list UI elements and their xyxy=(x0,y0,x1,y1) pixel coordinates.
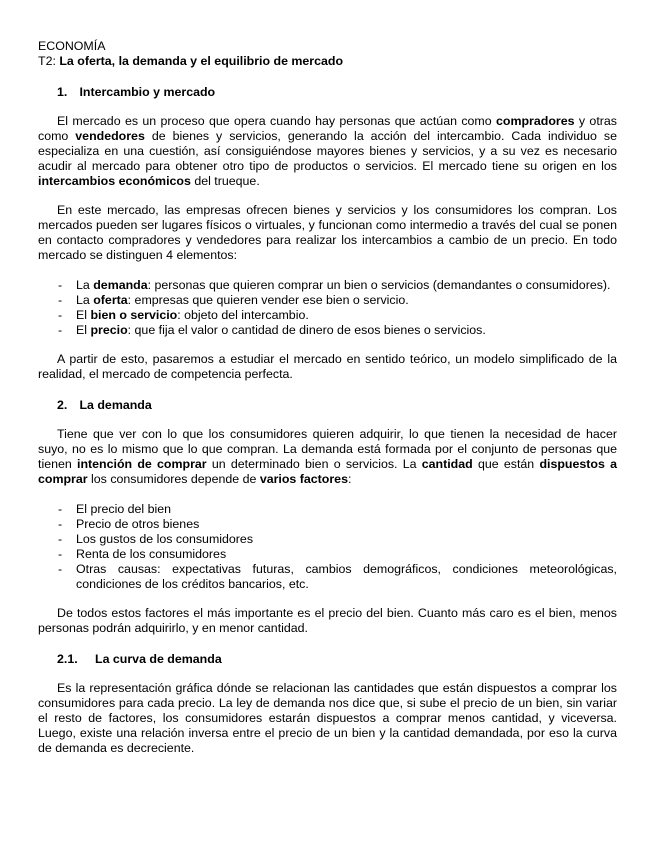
demand-factors-list xyxy=(38,502,617,592)
section-number: 2. xyxy=(57,398,68,412)
section-number: 1. xyxy=(57,85,68,99)
topic-heading xyxy=(38,54,617,69)
topic-prefix: T2: xyxy=(38,54,56,68)
section-title: Intercambio y mercado xyxy=(79,85,216,99)
section-2-1-heading xyxy=(57,652,617,667)
list-item: - La oferta: empresas que quieren vender ese bien o servicio. xyxy=(38,293,617,308)
section-1-paragraph-1: El mercado es un proceso que opera cuando hay personas que actúan como compradores y otras como vendedores de bienes y servicios, generando la acción del intercambio. Cada individuo se especializa en una cuestión, así consiguiéndose mayores bienes y servicios, y a su vez es necesario acudir al mercado para obtener otro tipo de productos o servicios. El mercado tiene su origen en los intercambios económicos del trueque. xyxy=(38,114,617,188)
section-2-paragraph-2: De todos estos factores el más importante es el precio del bien. Cuanto más caro es el bien, menos personas podrán adquirirlo, y en menor cantidad. xyxy=(38,606,617,635)
list-item: - Los gustos de los consumidores xyxy=(38,532,617,547)
section-title: La demanda xyxy=(79,398,152,412)
list-item: - El bien o servicio: objeto del intercambio. xyxy=(38,308,617,323)
section-2-1-paragraph-1: Es la representación gráfica dónde se relacionan las cantidades que están dispuestos a comprar los consumidores para cada precio. La ley de demanda nos dice que, si sube el precio de un bien, sin variar el resto de factores, los consumidores estarán dispuestos a comprar menos cantidad, y viceversa. Luego, existe una relación inversa entre el precio de un bien y la cantidad demandada, por eso la curva de demanda es decreciente. xyxy=(38,681,617,755)
market-elements-list xyxy=(38,278,617,338)
section-1-heading xyxy=(57,85,617,100)
subject-text: ECONOMÍA xyxy=(38,39,106,53)
section-number: 2.1. xyxy=(57,652,78,666)
list-item: - El precio del bien xyxy=(38,502,617,517)
list-item: - La demanda: personas que quieren comprar un bien o servicios (demandantes o consumidores). xyxy=(38,278,617,293)
section-1-paragraph-3: A partir de esto, pasaremos a estudiar el mercado en sentido teórico, un modelo simplificado de la realidad, el mercado de competencia perfecta. xyxy=(38,352,617,381)
list-item: - El precio: que fija el valor o cantidad de dinero de esos bienes o servicios. xyxy=(38,323,617,338)
list-item: - Otras causas: expectativas futuras, cambios demográficos, condiciones meteorológicas, condiciones de los créditos bancarios, etc. xyxy=(38,562,617,592)
list-item: - Precio de otros bienes xyxy=(38,517,617,532)
subject-heading xyxy=(38,39,617,54)
section-title: La curva de demanda xyxy=(95,652,222,666)
section-2-heading xyxy=(57,398,617,413)
section-2-paragraph-1: Tiene que ver con lo que los consumidores quieren adquirir, lo que tienen la necesidad de hacer suyo, no es lo mismo que lo que compran. La demanda está formada por el conjunto de personas que tienen intención de comprar un determinado bien o servicios. La cantidad que están dispuestos a comprar los consumidores depende de varios factores: xyxy=(38,427,618,486)
topic-title: La oferta, la demanda y el equilibrio de mercado xyxy=(59,54,344,68)
section-1-paragraph-2: En este mercado, las empresas ofrecen bienes y servicios y los consumidores los compran. Los mercados pueden ser lugares físicos o virtuales, y funcionan como intermedio a través del cual se ponen en contacto compradores y vendedores para realizar los intercambios a cambio de un precio. En todo mercado se distinguen 4 elementos: xyxy=(38,203,617,262)
list-item: - Renta de los consumidores xyxy=(38,547,617,562)
